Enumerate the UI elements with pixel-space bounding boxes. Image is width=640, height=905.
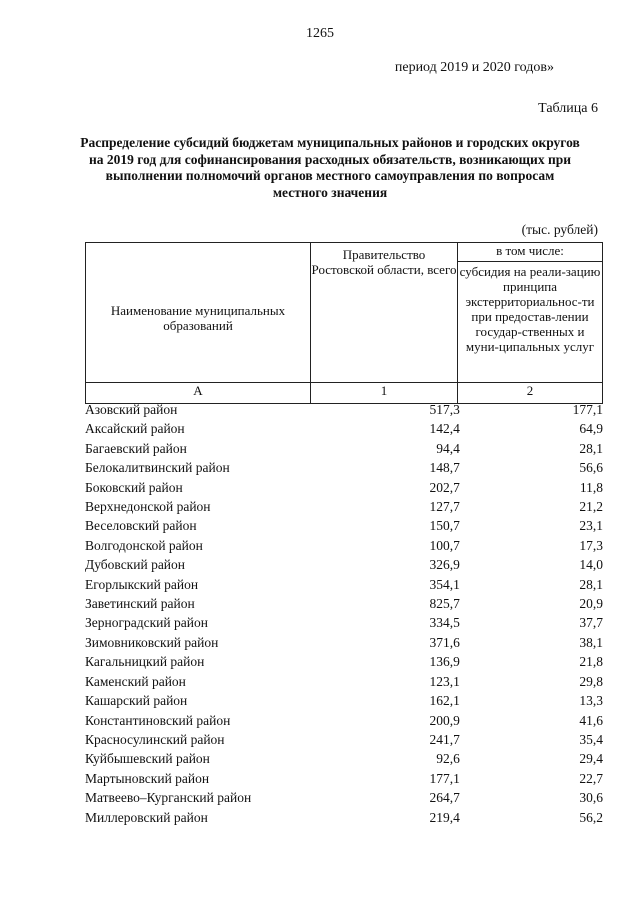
table-body — [85, 400, 603, 827]
row-gov-value: 162,1 — [429, 693, 460, 709]
row-name: Волгодонской район — [85, 537, 203, 553]
row-gov-value: 334,5 — [429, 615, 460, 631]
row-subsidy-value: 56,2 — [579, 809, 603, 825]
row-subsidy-value: 64,9 — [579, 421, 603, 437]
row-subsidy-value: 23,1 — [579, 518, 603, 534]
row-name: Веселовский район — [85, 518, 197, 534]
row-subsidy-value: 21,8 — [579, 654, 603, 670]
table-row — [85, 652, 603, 671]
header-incl-cell — [458, 243, 603, 262]
row-name: Белокалитвинский район — [85, 460, 230, 476]
row-gov-value: 127,7 — [429, 499, 460, 515]
table-title: Распределение субсидий бюджетам муниципальных районов и городских округов на 2019 год для софинансирования расходных обязательств, возникающих при выполнении полномочий органов местного самоуправления по вопросам местного значения — [80, 135, 580, 200]
row-subsidy-value: 30,6 — [579, 790, 603, 806]
table-row — [85, 749, 603, 768]
row-name: Зерноградский район — [85, 615, 208, 631]
period-text: период 2019 и 2020 годов» — [394, 60, 554, 75]
row-subsidy-value: 22,7 — [579, 770, 603, 786]
row-gov-value: 177,1 — [429, 770, 460, 786]
table-row — [85, 497, 603, 516]
row-name: Заветинский район — [85, 596, 195, 612]
row-gov-value: 241,7 — [429, 731, 460, 747]
row-gov-value: 517,3 — [429, 402, 460, 417]
row-subsidy-value: 17,3 — [579, 537, 603, 553]
table-row — [85, 458, 603, 477]
table-row — [85, 691, 603, 710]
table-row — [85, 575, 603, 594]
table-row — [85, 672, 603, 691]
header-name-cell — [86, 243, 311, 383]
row-subsidy-value: 29,8 — [579, 673, 603, 689]
header-index-2: 2 — [458, 383, 603, 404]
row-gov-value: 219,4 — [429, 809, 460, 825]
row-gov-value: 264,7 — [429, 790, 460, 806]
row-name: Кашарский район — [85, 693, 188, 709]
header-subsidy-text: субсидия на реали-зацию принципа экстерриториальнос-ти при предостав-лении государ-ственных и муни-ципальных услуг — [459, 264, 601, 354]
table-header — [85, 242, 603, 404]
table-row — [85, 769, 603, 788]
table-row — [85, 613, 603, 632]
table-row — [85, 711, 603, 730]
row-gov-value: 92,6 — [436, 751, 460, 767]
table-row — [85, 808, 603, 827]
row-name: Егорлыкский район — [85, 576, 199, 592]
header-subsidy-cell — [458, 262, 603, 383]
row-name: Зимовниковский район — [85, 634, 219, 650]
table-row — [85, 400, 603, 419]
row-name: Каменский район — [85, 673, 186, 689]
row-name: Красносулинский район — [85, 731, 225, 747]
header-gov-cell — [311, 243, 458, 383]
row-name: Миллеровский район — [85, 809, 208, 825]
row-subsidy-value: 13,3 — [579, 693, 603, 709]
row-subsidy-value: 56,6 — [579, 460, 603, 476]
header-name-text: Наименование муниципальных образований — [110, 302, 286, 333]
header-index-a: А — [86, 383, 311, 404]
header-incl-text: в том числе: — [496, 243, 564, 258]
row-gov-value: 136,9 — [429, 654, 460, 670]
row-name: Кагальницкий район — [85, 654, 205, 670]
table-row — [85, 439, 603, 458]
row-gov-value: 148,7 — [429, 460, 460, 476]
row-subsidy-value: 177,1 — [572, 402, 603, 417]
table-row — [85, 478, 603, 497]
row-name: Дубовский район — [85, 557, 186, 573]
row-name: Мартыновский район — [85, 770, 210, 786]
table-row — [85, 536, 603, 555]
table-row — [85, 419, 603, 438]
row-subsidy-value: 37,7 — [579, 615, 603, 631]
row-gov-value: 100,7 — [429, 537, 460, 553]
row-subsidy-value: 35,4 — [579, 731, 603, 747]
header-gov-text: Правительство Ростовской области, всего — [311, 247, 457, 277]
row-gov-value: 825,7 — [429, 596, 460, 612]
row-name: Куйбышевский район — [85, 751, 210, 767]
row-gov-value: 142,4 — [429, 421, 460, 437]
row-name: Верхнедонской район — [85, 499, 211, 515]
row-name: Боковский район — [85, 479, 183, 495]
row-gov-value: 202,7 — [429, 479, 460, 495]
row-gov-value: 371,6 — [429, 634, 460, 650]
header-index-1: 1 — [311, 383, 458, 404]
row-name: Аксайский район — [85, 421, 185, 437]
row-subsidy-value: 21,2 — [579, 499, 603, 515]
row-gov-value: 123,1 — [429, 673, 460, 689]
row-name: Багаевский район — [85, 440, 187, 456]
row-name: Константиновский район — [85, 712, 231, 728]
table-row — [85, 594, 603, 613]
table-row — [85, 788, 603, 807]
row-subsidy-value: 41,6 — [579, 712, 603, 728]
row-subsidy-value: 20,9 — [579, 596, 603, 612]
row-gov-value: 326,9 — [429, 557, 460, 573]
table-row — [85, 516, 603, 535]
table-row — [85, 555, 603, 574]
row-subsidy-value: 38,1 — [579, 634, 603, 650]
row-name: Матвеево–Курганский район — [85, 790, 252, 806]
row-gov-value: 354,1 — [429, 576, 460, 592]
table-label: Таблица 6 — [538, 101, 598, 116]
units-label: (тыс. рублей) — [521, 222, 598, 237]
row-subsidy-value: 29,4 — [579, 751, 603, 767]
table-row — [85, 730, 603, 749]
row-gov-value: 200,9 — [429, 712, 460, 728]
row-subsidy-value: 11,8 — [579, 479, 603, 495]
row-subsidy-value: 28,1 — [579, 440, 603, 456]
table-row — [85, 633, 603, 652]
row-gov-value: 94,4 — [436, 440, 460, 456]
row-subsidy-value: 14,0 — [579, 557, 603, 573]
row-subsidy-value: 28,1 — [579, 576, 603, 592]
row-gov-value: 150,7 — [429, 518, 460, 534]
row-name: Азовский район — [85, 402, 178, 417]
page-number: 1265 — [306, 26, 334, 41]
